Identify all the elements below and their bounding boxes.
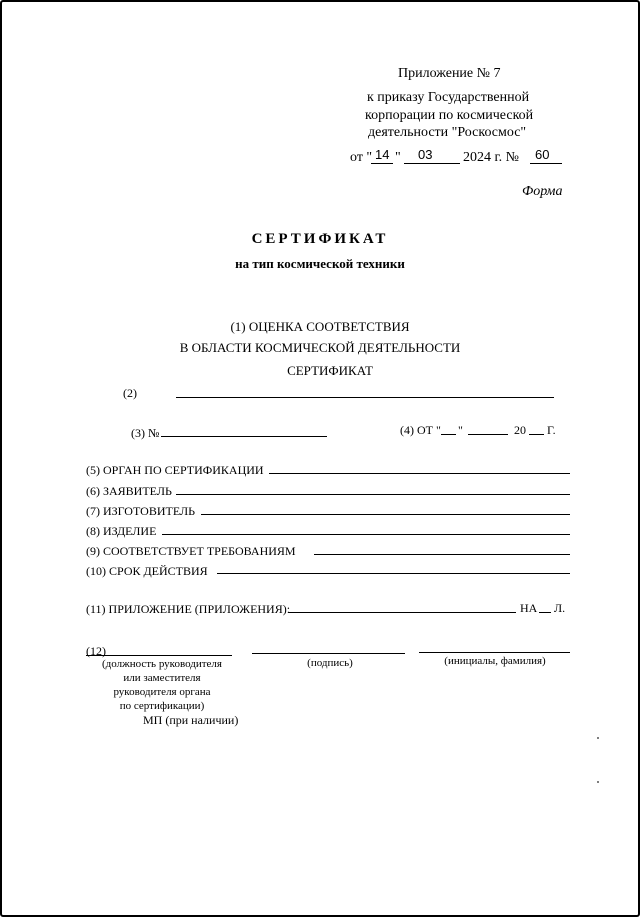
- scan-speck: [597, 737, 599, 739]
- field-4-quote: ": [458, 423, 463, 437]
- appendix-title: Приложение № 7: [398, 66, 501, 81]
- certificate-subtitle: на тип космической техники: [235, 256, 405, 271]
- date-year: 2024 г. №: [463, 150, 520, 165]
- field-4-year-line: [529, 434, 544, 435]
- order-number: 60: [535, 147, 550, 162]
- date-quote-close: ": [395, 150, 401, 165]
- field-11-line: [288, 612, 516, 613]
- field-4-day-line: [441, 434, 456, 435]
- position-line: [86, 655, 232, 656]
- header-line-3: СЕРТИФИКАТ: [287, 363, 373, 378]
- header-line-2: В ОБЛАСТИ КОСМИЧЕСКОЙ ДЕЯТЕЛЬНОСТИ: [179, 340, 461, 355]
- date-prefix: от ": [350, 150, 373, 165]
- field-11-sheets: Л.: [554, 601, 566, 615]
- field-11-label: (11) ПРИЛОЖЕНИЕ (ПРИЛОЖЕНИЯ):: [86, 602, 291, 616]
- field-8-line: [162, 534, 570, 535]
- order-number-line: [530, 163, 562, 164]
- field-10-line: [217, 573, 570, 574]
- date-day: 14: [375, 147, 390, 162]
- field-10-label: (10) СРОК ДЕЙСТВИЯ: [86, 564, 208, 578]
- signature-line: [252, 653, 405, 654]
- field-2-line: [176, 397, 554, 398]
- name-line: [419, 652, 570, 653]
- field-4-suffix: Г.: [547, 423, 556, 437]
- date-month: 03: [418, 147, 433, 162]
- stamp-label: МП (при наличии): [143, 713, 239, 727]
- position-note-1: (должность руководителя: [102, 658, 222, 670]
- position-note-3: руководителя органа: [113, 686, 211, 698]
- name-note: (инициалы, фамилия): [444, 655, 546, 667]
- appendix-line-2: корпорации по космической: [365, 108, 534, 123]
- field-4-year: 20: [514, 423, 526, 437]
- field-3-line: [161, 436, 327, 437]
- date-month-line: [404, 163, 460, 164]
- date-day-line: [371, 163, 393, 164]
- field-9-label: (9) СООТВЕТСТВУЕТ ТРЕБОВАНИЯМ: [86, 544, 296, 558]
- field-12-label: (12): [86, 644, 106, 658]
- certificate-title: СЕРТИФИКАТ: [251, 231, 389, 247]
- position-note-4: по сертификации): [119, 700, 205, 712]
- field-7-label: (7) ИЗГОТОВИТЕЛЬ: [86, 504, 196, 518]
- field-9-line: [314, 554, 570, 555]
- field-7-line: [201, 514, 570, 515]
- field-6-line: [176, 494, 570, 495]
- form-label: Форма: [522, 184, 563, 199]
- position-note-2: или заместителя: [123, 672, 201, 684]
- appendix-line-3: деятельности "Роскосмос": [368, 125, 527, 140]
- field-5-label: (5) ОРГАН ПО СЕРТИФИКАЦИИ: [86, 463, 264, 477]
- field-5-line: [269, 473, 570, 474]
- appendix-line-1: к приказу Государственной: [367, 90, 530, 105]
- field-2-label: (2): [123, 386, 137, 400]
- signature-note: (подпись): [307, 657, 353, 669]
- scan-speck: [597, 781, 599, 783]
- field-4-month-line: [468, 434, 508, 435]
- field-11-on: НА: [520, 601, 538, 615]
- field-4-prefix: (4) ОТ ": [400, 423, 441, 437]
- field-11-count-line: [539, 612, 551, 613]
- header-line-1: (1) ОЦЕНКА СООТВЕТСТВИЯ: [230, 319, 410, 334]
- field-3-label: (3) №: [131, 426, 160, 440]
- field-8-label: (8) ИЗДЕЛИЕ: [86, 524, 157, 538]
- field-6-label: (6) ЗАЯВИТЕЛЬ: [86, 484, 172, 498]
